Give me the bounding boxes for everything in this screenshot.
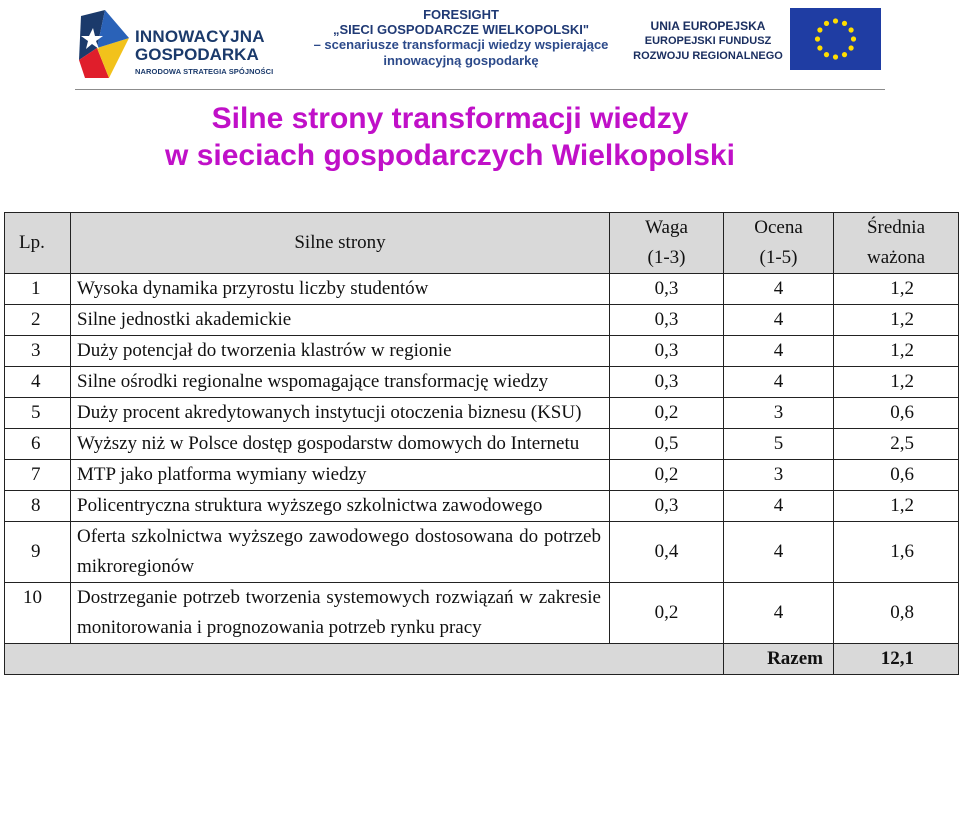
header-waga-line-2: (1-3) <box>647 247 686 268</box>
row-ocena: 3 <box>724 460 834 491</box>
row-lp: 1 <box>5 274 71 305</box>
table-row <box>5 522 959 583</box>
header-waga <box>610 213 724 274</box>
row-ocena: 4 <box>724 367 834 398</box>
eu-line-2: EUROPEJSKI FUNDUSZ <box>644 35 772 47</box>
strengths-table-wrapper <box>4 212 958 675</box>
table-row <box>5 274 959 305</box>
row-waga: 0,3 <box>610 274 724 305</box>
row-srednia: 1,2 <box>834 274 959 305</box>
header-ocena-line-2: (1-5) <box>759 247 798 268</box>
innowacyjna-gospodarka-logo <box>75 8 295 80</box>
title-line-1: Silne strony transformacji wiedzy <box>211 102 689 135</box>
row-srednia: 1,2 <box>834 336 959 367</box>
row-srednia: 2,5 <box>834 429 959 460</box>
ig-logo-icon <box>75 8 131 80</box>
foresight-line-4: innowacyjną gospodarkę <box>383 53 539 68</box>
header-name: Silne strony <box>71 213 610 274</box>
foresight-line-2: „SIECI GOSPODARCZE WIELKOPOLSKI" <box>332 22 590 37</box>
row-waga: 0,2 <box>610 398 724 429</box>
table-footer-row <box>5 644 959 675</box>
row-ocena: 4 <box>724 305 834 336</box>
foresight-header <box>296 7 626 69</box>
row-lp: 3 <box>5 336 71 367</box>
title-line-2: w sieciach gospodarczych Wielkopolski <box>165 139 735 172</box>
row-waga: 0,3 <box>610 336 724 367</box>
logo-line-3: NARODOWA STRATEGIA SPÓJNOŚCI <box>135 67 274 76</box>
table-row <box>5 398 959 429</box>
eu-line-1: UNIA EUROPEJSKA <box>650 19 766 33</box>
table-row <box>5 583 959 644</box>
row-lp: 4 <box>5 367 71 398</box>
logo-line-2: GOSPODARKA <box>135 45 259 64</box>
row-waga: 0,2 <box>610 583 724 644</box>
row-waga: 0,4 <box>610 522 724 583</box>
row-waga: 0,2 <box>610 460 724 491</box>
row-ocena: 3 <box>724 398 834 429</box>
row-lp: 9 <box>5 522 71 583</box>
table-row <box>5 305 959 336</box>
row-srednia: 1,6 <box>834 522 959 583</box>
header-divider <box>75 89 885 90</box>
page-title <box>0 100 900 174</box>
header-ocena <box>724 213 834 274</box>
row-ocena: 5 <box>724 429 834 460</box>
header-lp: Lp. <box>5 213 71 274</box>
row-srednia: 0,6 <box>834 460 959 491</box>
eu-fund-text <box>628 18 788 64</box>
footer-label: Razem <box>724 644 834 675</box>
row-lp: 2 <box>5 305 71 336</box>
row-name: Silne ośrodki regionalne wspomagające transformację wiedzy <box>71 367 610 398</box>
eu-line-3: ROZWOJU REGIONALNEGO <box>633 50 783 62</box>
eu-flag-icon <box>790 8 881 70</box>
row-waga: 0,3 <box>610 305 724 336</box>
table-row <box>5 460 959 491</box>
header-srednia-line-1: Średnia <box>866 217 926 238</box>
foresight-line-1: FORESIGHT <box>423 7 499 22</box>
table-row <box>5 491 959 522</box>
row-srednia: 1,2 <box>834 367 959 398</box>
row-waga: 0,5 <box>610 429 724 460</box>
table-row <box>5 336 959 367</box>
header-ocena-line-1: Ocena <box>754 217 803 238</box>
row-name: Oferta szkolnictwa wyższego zawodowego dostosowana do potrzeb mikroregionów <box>71 522 610 583</box>
row-lp: 5 <box>5 398 71 429</box>
foresight-line-3: – scenariusze transformacji wiedzy wspierające <box>313 37 609 52</box>
row-name: MTP jako platforma wymiany wiedzy <box>71 460 610 491</box>
row-srednia: 0,6 <box>834 398 959 429</box>
header-srednia <box>834 213 959 274</box>
row-lp: 6 <box>5 429 71 460</box>
row-srednia: 0,8 <box>834 583 959 644</box>
table-header-row <box>5 213 959 274</box>
header-srednia-line-2: ważona <box>866 247 926 268</box>
row-waga: 0,3 <box>610 491 724 522</box>
row-srednia: 1,2 <box>834 305 959 336</box>
row-ocena: 4 <box>724 583 834 644</box>
row-name: Silne jednostki akademickie <box>71 305 610 336</box>
footer-blank <box>5 644 724 675</box>
row-srednia: 1,2 <box>834 491 959 522</box>
row-name: Duży potencjał do tworzenia klastrów w regionie <box>71 336 610 367</box>
row-name: Duży procent akredytowanych instytucji otoczenia biznesu (KSU) <box>71 398 610 429</box>
table-row <box>5 429 959 460</box>
row-name: Dostrzeganie potrzeb tworzenia systemowych rozwiązań w zakresie monitorowania i prognozowania potrzeb rynku pracy <box>71 583 610 644</box>
row-name: Policentryczna struktura wyższego szkolnictwa zawodowego <box>71 491 610 522</box>
row-ocena: 4 <box>724 491 834 522</box>
table-row <box>5 367 959 398</box>
row-name: Wysoka dynamika przyrostu liczby studentów <box>71 274 610 305</box>
footer-value: 12,1 <box>834 644 959 675</box>
row-name: Wyższy niż w Polsce dostęp gospodarstw domowych do Internetu <box>71 429 610 460</box>
header-waga-line-1: Waga <box>645 217 688 238</box>
row-lp: 7 <box>5 460 71 491</box>
row-lp: 8 <box>5 491 71 522</box>
row-ocena: 4 <box>724 522 834 583</box>
row-lp: 10 <box>5 583 71 644</box>
row-waga: 0,3 <box>610 367 724 398</box>
strengths-table <box>4 212 959 675</box>
header-banner <box>0 0 960 95</box>
row-ocena: 4 <box>724 274 834 305</box>
logo-line-1: INNOWACYJNA <box>135 27 265 46</box>
row-ocena: 4 <box>724 336 834 367</box>
